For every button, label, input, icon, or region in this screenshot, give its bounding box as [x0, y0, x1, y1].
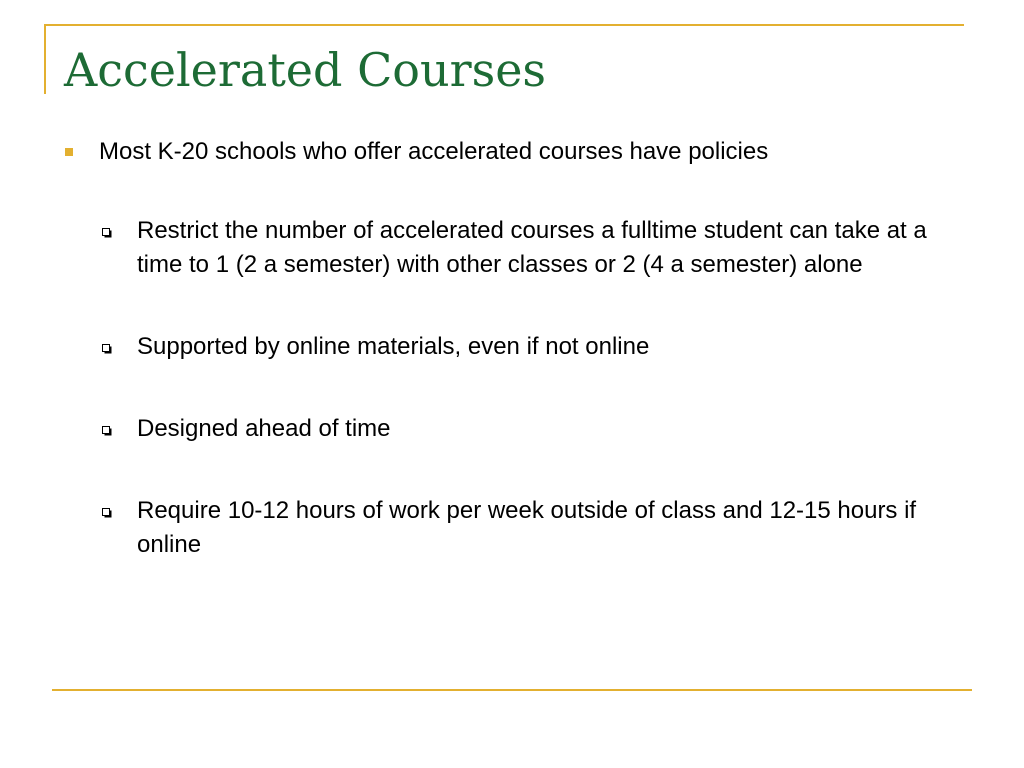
sub-bullet-item	[100, 412, 969, 446]
sub-bullet-item	[100, 494, 969, 562]
sub-bullet-item	[100, 330, 969, 364]
bullet-item	[64, 135, 969, 169]
filled-square-icon	[65, 148, 73, 156]
bullet-text: Most K-20 schools who offer accelerated courses have policies	[99, 138, 769, 165]
top-rule	[44, 24, 964, 26]
hollow-square-icon	[102, 508, 110, 516]
slide-title: Accelerated Courses	[64, 43, 547, 97]
sub-bullet-text: Supported by online materials, even if not online	[137, 333, 650, 360]
sub-bullet-item	[100, 214, 969, 282]
left-rule	[44, 24, 46, 94]
hollow-square-icon	[102, 344, 110, 352]
bullet-list	[64, 135, 969, 610]
hollow-square-icon	[102, 228, 110, 236]
hollow-square-icon	[102, 426, 110, 434]
sub-bullet-text: Require 10-12 hours of work per week outside of class and 12-15 hours if online	[137, 497, 917, 558]
sub-bullet-text: Restrict the number of accelerated courses a fulltime student can take at a time to 1 (2 a semester) with other classes or 2 (4 a semester) alone	[137, 217, 927, 278]
bottom-rule	[52, 689, 972, 691]
sub-bullet-text: Designed ahead of time	[137, 415, 391, 442]
